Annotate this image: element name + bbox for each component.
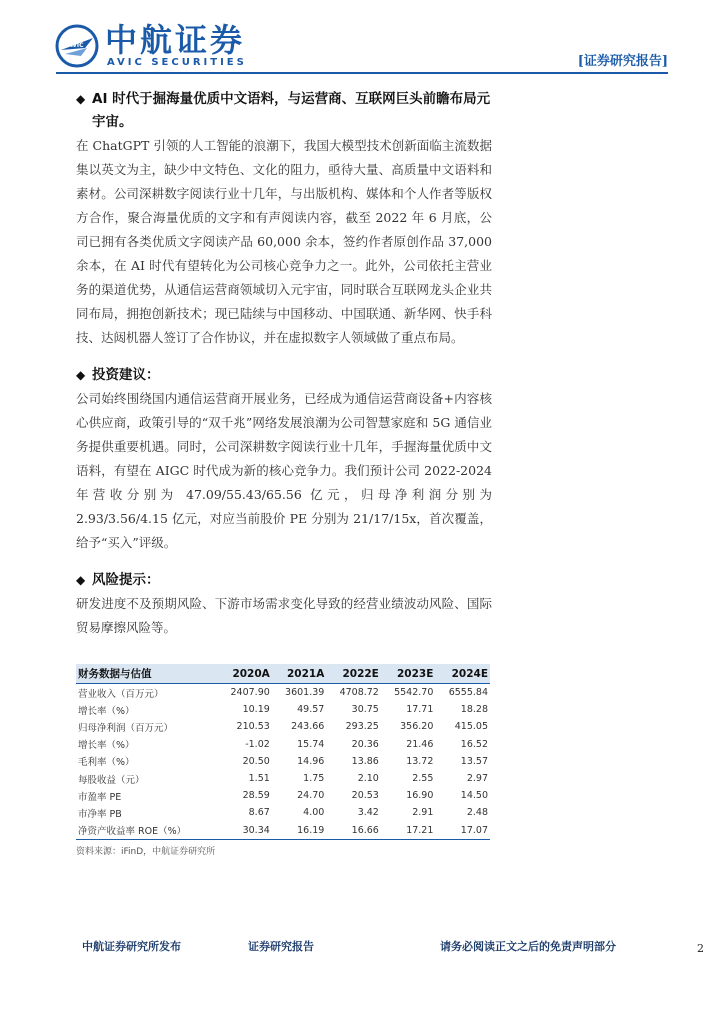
table-cell: 210.53 [236, 721, 270, 733]
diamond-bullet-icon: ◆ [76, 368, 86, 382]
table-row [76, 684, 490, 702]
table-cell: 16.19 [272, 822, 327, 840]
table-cell: 293.25 [345, 721, 379, 733]
table-row-label: 市盈率 PE [78, 791, 122, 803]
logo-badge-text: AVIC [68, 42, 84, 49]
section-title [76, 88, 492, 134]
table-row-label: 营业收入（百万元） [78, 688, 164, 700]
section-title [76, 364, 492, 387]
footer-publisher: 中航证券研究所发布 [82, 940, 181, 953]
section-title-text: 投资建议： [92, 367, 160, 383]
logo-text-en: AVIC SECURITIES [107, 57, 247, 68]
page-header [0, 0, 724, 80]
section-ai-corpus [76, 88, 492, 350]
table-row [76, 787, 490, 804]
table-cell: 18.28 [460, 704, 488, 716]
table-header-cell: 2020A [217, 664, 272, 684]
table-cell: 30.34 [217, 822, 272, 840]
table-cell: 21.46 [406, 738, 434, 750]
table-header-cell: 2023E [381, 664, 436, 684]
section-risk-warning [76, 569, 492, 640]
table-cell: 20.36 [351, 738, 379, 750]
section-title-text: 风险提示： [92, 572, 160, 588]
table-cell: 16.90 [406, 790, 434, 802]
table-header-cell: 2024E [435, 664, 490, 684]
diamond-bullet-icon: ◆ [76, 92, 86, 106]
table-row [76, 770, 490, 787]
table-cell: 24.70 [297, 790, 325, 802]
header-divider [56, 72, 668, 74]
table-cell: 4.00 [303, 807, 325, 819]
table-row [76, 718, 490, 735]
table-cell: 2407.90 [230, 687, 270, 699]
table-cell: 8.67 [248, 807, 270, 819]
table-header-cell: 财务数据与估值 [76, 664, 217, 684]
table-cell: 2.10 [357, 773, 379, 785]
section-body: 公司始终围绕国内通信运营商开展业务，已经成为通信运营商设备+内容核心供应商，政策引导的“双千兆”网络发展浪潮为公司智慧家庭和 5G 通信业务提供重要机遇。同时，公司深耕数字阅读行业十几年，手握海量优质中文语料，有望在 AIGC 时代成为新的核心竞争力。我们预计公司 2022-2024 年营收分别为 47.09/55.43/65.56 亿元，归母净利润分别为 2.93/3.56/4.15 亿元，对应当前股价 PE 分别为 21/17/15x，首次覆盖，给予“买入”评级。 [76, 391, 492, 550]
table-cell: 6555.84 [448, 687, 488, 699]
table-row [76, 822, 490, 840]
company-logo [55, 22, 255, 72]
table-cell: 2.97 [466, 773, 488, 785]
table-row-label: 每股收益（元） [78, 774, 145, 786]
table-cell: 17.71 [406, 704, 434, 716]
footer-disclaimer: 请务必阅读正文之后的免责声明部分 [440, 940, 616, 953]
table-cell: 20.53 [351, 790, 379, 802]
table-cell: 1.75 [303, 773, 325, 785]
table-cell: 415.05 [454, 721, 488, 733]
table-cell: 17.07 [435, 822, 490, 840]
section-body: 在 ChatGPT 引领的人工智能的浪潮下，我国大模型技术创新面临主流数据集以英文为主，缺少中文特色、文化的阻力，亟待大量、高质量中文语料和素材。公司深耕数字阅读行业十几年，与出版机构、媒体和个人作者等版权方合作，聚合海量优质的文字和有声阅读内容，截至 2022 年 6 月底，公司已拥有各类优质文字阅读产品 60,000 余本，签约作者原创作品 37,000 余本，在 AI 时代有望转化为公司核心竞争力之一。此外，公司依托主营业务的渠道优势，从通信运营商领域切入元宇宙，同时联合互联网龙头企业共同布局，拥抱创新技术；现已陆续与中国移动、中国联通、新华网、快手科技、达闼机器人签订了合作协议，并在虚拟数字人领域做了重点布局。 [76, 138, 492, 345]
table-cell: 3.42 [357, 807, 379, 819]
table-cell: 20.50 [242, 755, 270, 767]
main-content [76, 88, 492, 654]
table-cell: 2.91 [412, 807, 434, 819]
table-cell: 49.57 [297, 704, 325, 716]
table-row-label: 增长率（%） [78, 705, 135, 717]
table-row-label: 净资产收益率 ROE（%） [76, 822, 217, 840]
table-row-label: 增长率（%） [78, 740, 135, 752]
table-row [76, 736, 490, 753]
table-cell: 13.72 [406, 755, 434, 767]
table-source-note: 资料来源：iFinD，中航证券研究所 [76, 846, 216, 857]
table-cell: 4708.72 [339, 687, 379, 699]
table-cell: 13.57 [460, 755, 488, 767]
table-cell: 356.20 [400, 721, 434, 733]
table-row-label: 市净率 PB [78, 808, 122, 820]
table-cell: 15.74 [297, 738, 325, 750]
table-row-label: 归母净利润（百万元） [78, 722, 174, 734]
report-type-tag: [证券研究报告] [577, 54, 668, 69]
table-cell: 16.66 [326, 822, 381, 840]
table-cell: 243.66 [291, 721, 325, 733]
section-body: 研发进度不及预期风险、下游市场需求变化导致的经营业绩波动风险、国际贸易摩擦风险等。 [76, 596, 492, 635]
financial-data-table [76, 664, 490, 840]
table-row-label: 毛利率（%） [78, 757, 135, 769]
table-cell: 2.48 [466, 807, 488, 819]
table-body [76, 684, 490, 840]
table-header-cell: 2022E [326, 664, 381, 684]
table-cell: 2.55 [412, 773, 434, 785]
table-cell: -1.02 [245, 738, 270, 750]
table-cell: 3601.39 [285, 687, 325, 699]
footer-report-type: 证券研究报告 [248, 940, 314, 953]
table-header-cell: 2021A [272, 664, 327, 684]
table-row [76, 753, 490, 770]
table-cell: 28.59 [242, 790, 270, 802]
diamond-bullet-icon: ◆ [76, 573, 86, 587]
section-title [76, 569, 492, 592]
table-cell: 1.51 [248, 773, 270, 785]
avic-logo-icon [55, 24, 99, 68]
table-cell: 13.86 [351, 755, 379, 767]
table-cell: 16.52 [460, 738, 488, 750]
section-title-text: AI 时代于掘海量优质中文语料，与运营商、互联网巨头前瞻布局元宇宙。 [92, 91, 491, 130]
table-cell: 14.96 [297, 755, 325, 767]
table-cell: 17.21 [381, 822, 436, 840]
table-cell: 10.19 [242, 704, 270, 716]
financial-table-wrap [76, 664, 490, 857]
logo-text-cn: 中航证券 [105, 21, 246, 59]
table-row [76, 804, 490, 821]
table-header-row [76, 664, 490, 684]
section-investment-advice [76, 364, 492, 555]
page-number: 2 [697, 942, 704, 955]
page-footer [0, 938, 724, 968]
table-cell: 30.75 [351, 704, 379, 716]
table-cell: 14.50 [460, 790, 488, 802]
table-cell: 5542.70 [394, 687, 434, 699]
table-row [76, 701, 490, 718]
